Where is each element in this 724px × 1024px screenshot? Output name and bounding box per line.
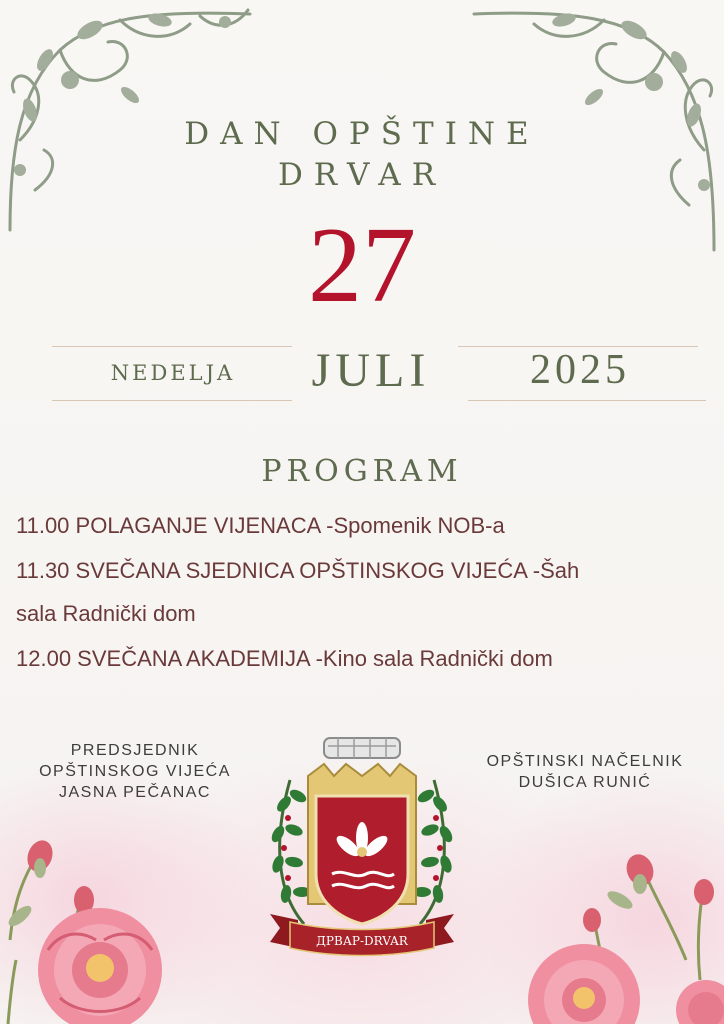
peony-flowers-icon xyxy=(0,820,190,1024)
peony-flowers-icon xyxy=(500,840,724,1024)
divider xyxy=(468,400,706,401)
signature-right-title: OPŠTINSKI NAČELNIK xyxy=(486,753,684,770)
signature-left-body: OPŠTINSKOG VIJEĆA xyxy=(39,763,231,780)
divider xyxy=(52,346,292,347)
title-line-1: DAN OPŠTINE xyxy=(184,116,540,152)
signature-left-name: JASNA PEČANAC xyxy=(59,784,211,801)
emblem-banner-text: ДРВАР-DRVAR xyxy=(316,934,408,948)
title-line-2: DRVAR xyxy=(277,157,447,193)
program-item: 11.00 POLAGANJE VIJENACA -Spomenik NOB-a xyxy=(16,513,505,538)
signature-right-name: DUŠICA RUNIĆ xyxy=(518,774,652,791)
event-weekday: NEDELJA xyxy=(110,361,236,385)
event-month: JULI xyxy=(311,344,431,397)
event-year: 2025 xyxy=(530,347,630,393)
signature-left xyxy=(10,740,260,803)
program-heading: PROGRAM xyxy=(261,454,463,489)
program-item: 11.30 SVEČANA SJEDNICA OPŠTINSKOG VIJEĆA -Šah xyxy=(16,558,580,583)
municipal-coat-of-arms-icon xyxy=(264,734,460,960)
program-item: sala Radnički dom xyxy=(16,601,196,626)
event-day: 27 xyxy=(308,206,416,325)
program-item: 12.00 SVEČANA AKADEMIJA -Kino sala Radnički dom xyxy=(16,646,553,671)
signature-right xyxy=(460,751,710,793)
divider xyxy=(52,400,292,401)
signature-left-title: PREDSJEDNIK xyxy=(70,742,200,759)
